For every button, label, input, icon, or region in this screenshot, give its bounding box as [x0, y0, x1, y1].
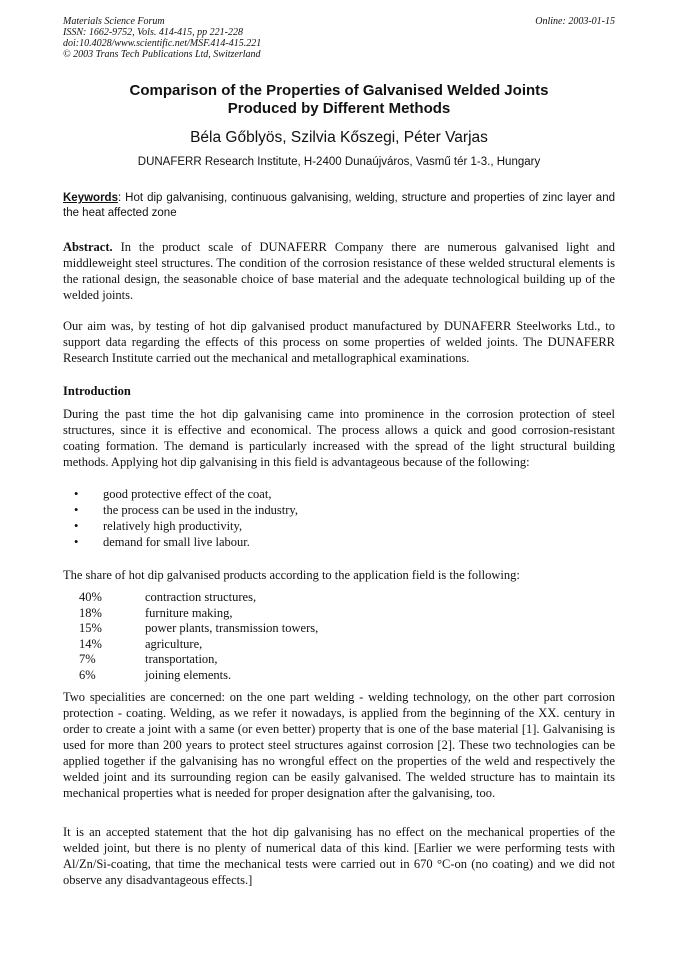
doi-line: doi:10.4028/www.scientific.net/MSF.414-415.221	[63, 38, 262, 49]
list-item: • demand for small live labour.	[74, 535, 250, 549]
list-item: • relatively high productivity,	[74, 519, 243, 533]
title-line-1: Comparison of the Properties of Galvanised Welded Joints	[129, 82, 549, 99]
list-item: • the process can be used in the industry,	[74, 503, 298, 517]
online-date: Online: 2003-01-15	[535, 16, 615, 27]
share-row: 15% power plants, transmission towers,	[79, 621, 319, 636]
share-row: 18% furniture making,	[79, 605, 233, 620]
bullet-icon: •	[74, 503, 79, 517]
keywords-label: Keywords	[63, 192, 118, 204]
bullet-icon: •	[74, 535, 79, 549]
keywords-text: : Hot dip galvanising, continuous galvanising, welding, structure and properties of zinc layer and the heat affected zone	[63, 192, 615, 219]
aim-paragraph: Our aim was, by testing of hot dip galvanised product manufactured by DUNAFERR Steelworks Ltd., to support data regarding the effects of this process on some properties of welded joints. The DUNAFERR Research Institute carried out the mechanical and metallographical examinations.	[63, 319, 615, 365]
list-item: • good protective effect of the coat,	[74, 487, 272, 501]
journal-name: Materials Science Forum	[63, 16, 165, 27]
abstract-text: In the product scale of DUNAFERR Company there are numerous galvanised light and middleweight steel structures. The condition of the corrosion resistance of these welded structural elements is the rational design, the seasonable choice of base material and the adequate technological building up of the welded joints.	[63, 240, 615, 302]
keywords	[63, 191, 615, 221]
paper-title	[63, 82, 615, 118]
bullet-icon: •	[74, 487, 79, 501]
author-list: Béla Gőblyös, Szilvia Kőszegi, Péter Varjas	[190, 129, 488, 146]
title-line-2: Produced by Different Methods	[227, 100, 451, 117]
journal-header	[63, 16, 261, 60]
bullet-icon: •	[74, 519, 79, 533]
introduction-paragraph: During the past time the hot dip galvanising came into prominence in the corrosion protection of steel structures, since it is effective and economical. The process allows a quick and good corrosion-resistant coating formation. The demand is particularly increased with the spread of the light structural building methods. Applying hot dip galvanising in this field is advantageous because of the following:	[63, 407, 615, 469]
statement-paragraph: It is an accepted statement that the hot dip galvanising has no effect on the mechanical properties of the welded joint, but there is no plenty of numerical data of this kind. [Earlier we were performing tests with Al/Zn/Si-coating, that time the mechanical tests were carried out in 670 °C-on (no coating) and we did not observe any disadvantageous effects.]	[63, 825, 615, 887]
abstract-label: Abstract.	[63, 240, 113, 254]
share-list	[79, 590, 318, 684]
abstract-paragraph	[63, 239, 615, 303]
share-row: 40% contraction structures,	[79, 590, 257, 604]
share-intro: The share of hot dip galvanised products according to the application field is the following:	[63, 568, 520, 582]
issn-line: ISSN: 1662-9752, Vols. 414-415, pp 221-228	[63, 27, 243, 38]
advantages-list	[63, 486, 615, 550]
introduction-heading: Introduction	[63, 384, 131, 398]
share-row: 14% agriculture,	[79, 636, 203, 651]
share-row: 7% transportation,	[79, 652, 218, 667]
specialities-paragraph: Two specialities are concerned: on the one part welding - welding technology, on the other part corrosion protection - coating. Welding, as we refer it nowadays, is applied from the beginning of the XX. century in order to create a joint with a same (or even better) property that is one of the base material [1]. Galvanising is used for more than 200 years to protect steel structures against corrosion [2]. These two technologies can be applied together if the galvanising has no wrongful effect on the properties of the weld and respectively the welded joint and its surrounding region can be easily galvanised. The welded structure has to maintain its mechanical properties what is needed for proper designation after the galvanising, too.	[63, 690, 615, 800]
copyright-line: © 2003 Trans Tech Publications Ltd, Switzerland	[63, 49, 261, 60]
affiliation: DUNAFERR Research Institute, H-2400 Dunaújváros, Vasmű tér 1-3., Hungary	[137, 156, 541, 168]
share-row: 6% joining elements.	[79, 667, 232, 682]
